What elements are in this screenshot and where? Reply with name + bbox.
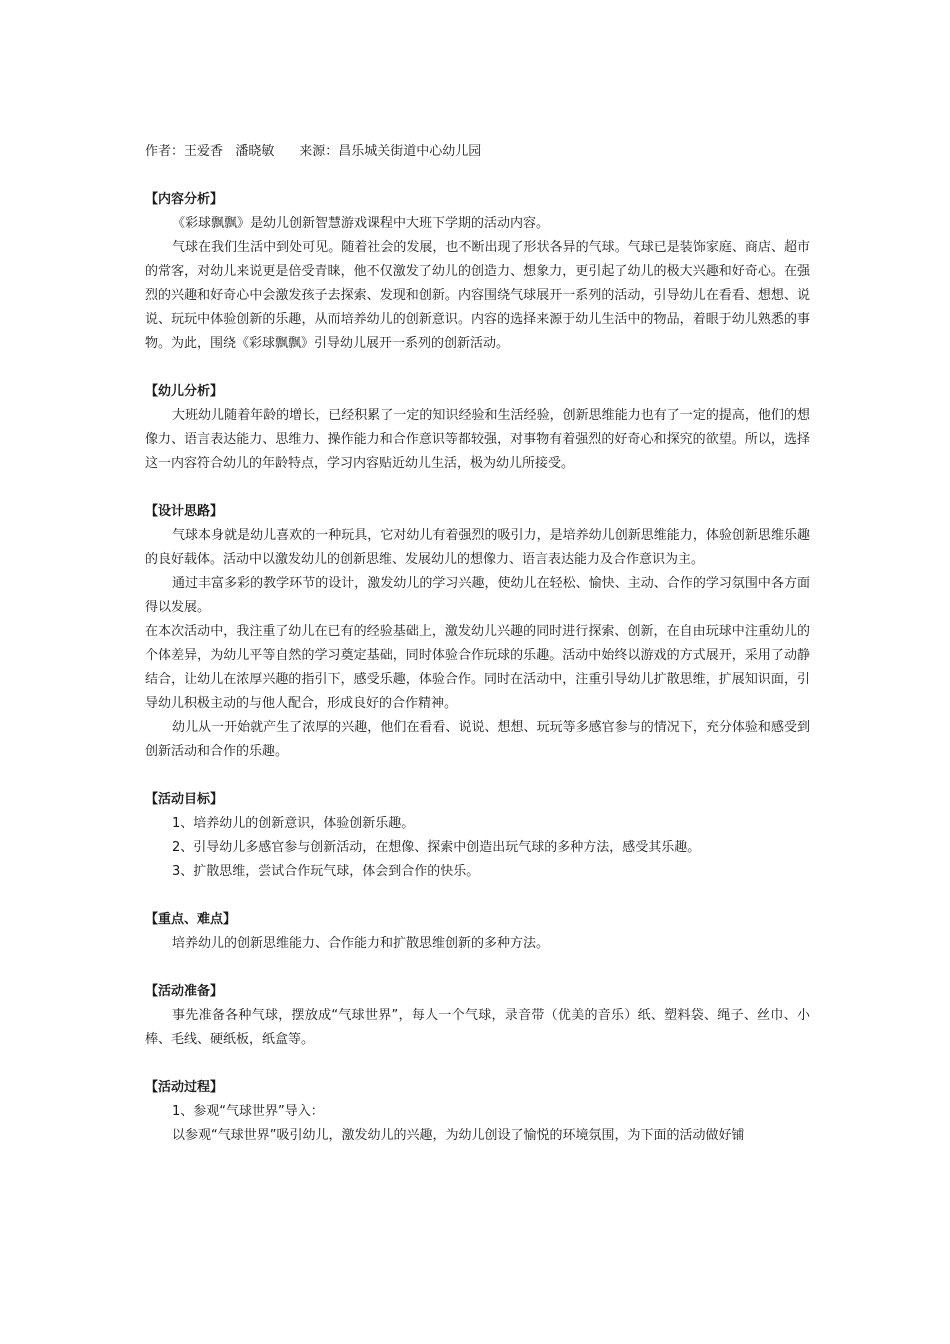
goal-item: 3、扩散思维，尝试合作玩气球，体会到合作的快乐。 [172, 864, 480, 879]
section-heading: 【活动过程】 [145, 1080, 224, 1095]
section-design-idea [145, 500, 810, 764]
paragraph: 在本次活动中，我注重了幼儿在已有的经验基础上，激发幼儿兴趣的同时进行探索、创新，在自由玩球中注重幼儿的个体差异，为幼儿平等自然的学习奠定基础，同时体验合作玩球的乐趣。活动中始终以游戏的方式展开，采用了动静结合，让幼儿在浓厚兴趣的指引下，感受乐趣，体验合作。同时在活动中，注重引导幼儿扩散思维，扩展知识面，引导幼儿积极主动的与他人配合，形成良好的合作精神。 [145, 624, 810, 711]
paragraph: 幼儿从一开始就产生了浓厚的兴趣，他们在看看、说说、想想、玩玩等多感官参与的情况下，充分体验和感受到创新活动和合作的乐趣。 [145, 720, 810, 759]
section-heading: 【幼儿分析】 [145, 384, 224, 399]
paragraph: 事先准备各种气球，摆放成“气球世界”，每人一个气球，录音带（优美的音乐）纸、塑料袋、绳子、丝巾、小棒、毛线、硬纸板，纸盒等。 [145, 1008, 810, 1047]
section-process [145, 1076, 810, 1148]
section-key-points [145, 908, 810, 956]
section-heading: 【重点、难点】 [145, 912, 237, 927]
section-heading: 【活动准备】 [145, 984, 224, 999]
author-source-line: 作者：王爱香 潘晓敏 来源：昌乐城关街道中心幼儿园 [145, 144, 482, 159]
paragraph: 气球本身就是幼儿喜欢的一种玩具，它对幼儿有着强烈的吸引力，是培养幼儿创新思维能力，体验创新思维乐趣的良好载体。活动中以激发幼儿的创新思维、发展幼儿的想像力、语言表达能力及合作意识为主。 [145, 528, 810, 567]
paragraph: 气球在我们生活中到处可见。随着社会的发展，也不断出现了形状各异的气球。气球已是装饰家庭、商店、超市的常客，对幼儿来说更是倍受青睐，他不仅激发了幼儿的创造力、想象力，更引起了幼儿的极大兴趣和好奇心。在强烈的兴趣和好奇心中会激发孩子去探索、发现和创新。内容围绕气球展开一系列的活动，引导幼儿在看看、想想、说说、玩玩中体验创新的乐趣，从而培养幼儿的创新意识。内容的选择来源于幼儿生活中的物品，着眼于幼儿熟悉的事物。为此，围绕《彩球飘飘》引导幼儿展开一系列的创新活动。 [145, 240, 810, 351]
section-child-analysis [145, 380, 810, 476]
paragraph: 培养幼儿的创新思维能力、合作能力和扩散思维创新的多种方法。 [172, 936, 550, 951]
section-heading: 【活动目标】 [145, 792, 224, 807]
goal-item: 2、引导幼儿多感官参与创新活动，在想像、探索中创造出玩气球的多种方法，感受其乐趣。 [172, 840, 701, 855]
section-preparation [145, 980, 810, 1052]
goal-item: 1、培养幼儿的创新意识，体验创新乐趣。 [172, 816, 415, 831]
section-heading: 【设计思路】 [145, 504, 224, 519]
section-content-analysis [145, 188, 810, 356]
paragraph: 通过丰富多彩的教学环节的设计，激发幼儿的学习兴趣，使幼儿在轻松、愉快、主动、合作的学习氛围中各方面得以发展。 [145, 576, 810, 615]
paragraph: 以参观“气球世界”吸引幼儿，激发幼儿的兴趣，为幼儿创设了愉悦的环境氛围，为下面的活动做好铺 [172, 1128, 745, 1143]
document-page [145, 140, 810, 1172]
paragraph: 大班幼儿随着年龄的增长，已经积累了一定的知识经验和生活经验，创新思维能力也有了一定的提高，他们的想像力、语言表达能力、思维力、操作能力和合作意识等都较强，对事物有着强烈的好奇心和探究的欲望。所以，选择这一内容符合幼儿的年龄特点，学习内容贴近幼儿生活，极为幼儿所接受。 [145, 408, 810, 471]
section-heading: 【内容分析】 [145, 192, 224, 207]
process-step: 1、参观“气球世界”导入： [172, 1104, 324, 1119]
paragraph: 《彩球飘飘》是幼儿创新智慧游戏课程中大班下学期的活动内容。 [172, 216, 550, 231]
section-activity-goals [145, 788, 810, 884]
